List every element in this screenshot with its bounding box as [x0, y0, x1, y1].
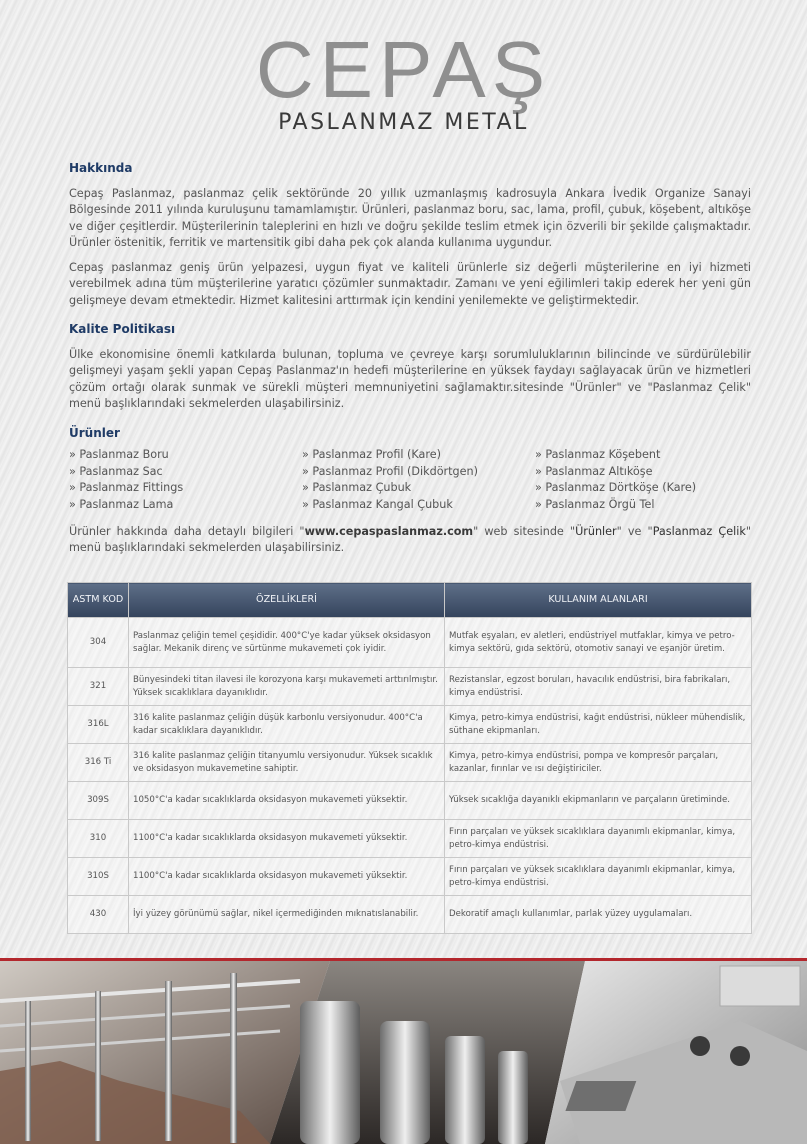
cell-usage: Fırın parçaları ve yüksek sıcaklıklara dayanımlı ekipmanlar, kimya, petro-kimya endüstrisi.: [445, 858, 752, 896]
quality-heading: Kalite Politikası: [69, 322, 176, 336]
cell-code: 309S: [68, 782, 129, 820]
header-properties: ÖZELLİKLERİ: [129, 583, 445, 618]
cell-code: 321: [68, 668, 129, 706]
table-row: [68, 618, 752, 668]
products-heading: Ürünler: [69, 425, 120, 440]
table-row: [68, 820, 752, 858]
cell-props: 1050°C'a kadar sıcaklıklarda oksidasyon mukavemeti yüksektir.: [129, 782, 445, 820]
list-item: » Paslanmaz Dörtköşe (Kare): [535, 481, 697, 495]
table-row: [68, 782, 752, 820]
brand-logo: [0, 25, 807, 135]
list-item: » Paslanmaz Köşebent: [535, 448, 661, 461]
website-link[interactable]: www.cepaspaslanmaz.com: [304, 524, 474, 538]
products-list: [69, 447, 751, 514]
header-astm-code: ASTM KOD: [68, 583, 129, 618]
cell-props: İyi yüzey görünümü sağlar, nikel içermediğinden mıknatıslanabilir.: [129, 896, 445, 934]
list-item: » Paslanmaz Profil (Kare): [302, 448, 441, 461]
list-item: » Paslanmaz Fittings: [69, 481, 184, 495]
header-usage: KULLANIM ALANLARI: [445, 583, 752, 618]
table-row: [68, 668, 752, 706]
cell-usage: Dekoratif amaçlı kullanımlar, parlak yüzey uygulamaları.: [445, 896, 752, 934]
list-item: » Paslanmaz Örgü Tel: [535, 498, 655, 512]
cell-props: 1100°C'a kadar sıcaklıklarda oksidasyon mukavemeti yüksektir.: [129, 820, 445, 858]
table-row: [68, 858, 752, 896]
cell-code: 316L: [68, 706, 129, 744]
logo-wordmark: CEPAŞ: [255, 25, 552, 114]
cell-code: 316 Ti: [68, 744, 129, 782]
main-content: [69, 160, 751, 565]
cell-props: 316 kalite paslanmaz çeliğin düşük karbonlu versiyonudur. 400°C'a kadar sıcaklıklara dayanıklıdır.: [129, 706, 445, 744]
cell-usage: Kimya, petro-kimya endüstrisi, pompa ve kompresör parçaları, kazanlar, fırınlar ve ısı değiştiriciler.: [445, 744, 752, 782]
table-row: [68, 896, 752, 934]
list-item: » Paslanmaz Profil (Dikdörtgen): [302, 464, 478, 478]
about-paragraph-2: Cepaş paslanmaz geniş ürün yelpazesi, uygun fiyat ve kaliteli ürünlerle siz değerli müşterilerine en iyi hizmeti verebilmek adına tüm müşterilerine yaratıcı çözümler sunmaktadır. Zamanı ve yeni eğilimleri takip ederek her yeni gün gelişmeye devam etmektedir. Hizmet kalitesini arttırmak için kendini yenilemekte ve geliştirmektedir.: [69, 260, 751, 307]
list-item: » Paslanmaz Boru: [69, 448, 169, 461]
cell-props: 1100°C'a kadar sıcaklıklarda oksidasyon mukavemeti yüksektir.: [129, 858, 445, 896]
about-heading: Hakkında: [69, 161, 133, 175]
cell-usage: Kimya, petro-kimya endüstrisi, kağıt endüstrisi, nükleer mühendislik, süthane ekipmanları.: [445, 706, 752, 744]
list-item: » Paslanmaz Lama: [69, 498, 174, 512]
quality-paragraph: Ülke ekonomisine önemli katkılarda bulunan, topluma ve çevreye karşı sorumluluklarının bilincinde ve sürdürülebilir gelişmeyi yaşam şekli yapan Cepaş Paslanmaz'ın hedefi müşterilerine en yüksek faydayı sağlayacak ürün ve hizmetleri çözüm ortağı olarak sunmak ve sürekli müşteri memnuniyetini sağlamaktır.sitesinde "Ürünler" ve "Paslanmaz Çelik" menü başlıklarındaki sekmelerden ulaşabilirsiniz.: [69, 347, 751, 410]
cell-props: Bünyesindeki titan ilavesi ile korozyona karşı mukavemeti arttırılmıştır. Yüksek sıcaklıklara dayanıklıdır.: [129, 668, 445, 706]
list-item: » Paslanmaz Sac: [69, 464, 163, 478]
list-item: » Paslanmaz Altıköşe: [535, 464, 653, 478]
cell-usage: Rezistanslar, egzost boruları, havacılık endüstrisi, bira fabrikaları, kimya endüstrisi.: [445, 668, 752, 706]
product-photo-strip: [0, 958, 807, 1144]
logo-subtitle: PASLANMAZ METAL: [278, 110, 529, 135]
about-paragraph-1: Cepaş Paslanmaz, paslanmaz çelik sektöründe 20 yıllık uzmanlaşmış kadrosuyla Ankara İvedik Organize Sanayi Bölgesinde 2011 yılında kuruluşunu tamamlamıştır. Ürünleri, paslanmaz boru, sac, lama, profil, çubuk, köşebent, altıköşe ve diğer çeşitlerdir. Müşterilerinin taleplerini en hızlı ve doğru şekilde teslim etmek için özverili bir şekilde çalışmaktadır. Ürünler östenitik, ferritik ve martensitik gibi daha pek çok alanda kullanıma uygundur.: [69, 186, 751, 249]
cell-code: 310: [68, 820, 129, 858]
products-note: Ürünler hakkında daha detaylı bilgileri "www.cepaspaslanmaz.com" web sitesinde "Ürünler" ve "Paslanmaz Çelik" menü başlıklarındaki sekmelerden ulaşabilirsiniz.: [69, 524, 751, 555]
cell-usage: Fırın parçaları ve yüksek sıcaklıklara dayanımlı ekipmanlar, kimya, petro-kimya endüstrisi.: [445, 820, 752, 858]
cell-usage: Mutfak eşyaları, ev aletleri, endüstriyel mutfaklar, kimya ve petro-kimya sektörü, gıda sektörü, otomotiv sanayi ve eşanjör üretim.: [445, 618, 752, 668]
cell-code: 430: [68, 896, 129, 934]
table-header-row: [68, 583, 752, 618]
list-item: » Paslanmaz Kangal Çubuk: [302, 498, 453, 512]
astm-grades-table: [67, 582, 752, 934]
list-item: » Paslanmaz Çubuk: [302, 481, 412, 495]
cell-usage: Yüksek sıcaklığa dayanıklı ekipmanların ve parçaların üretiminde.: [445, 782, 752, 820]
table-row: [68, 744, 752, 782]
photo-collage-image: [0, 961, 807, 1144]
cell-props: 316 kalite paslanmaz çeliğin titanyumlu versiyonudur. Yüksek sıcaklık ve oksidasyon mukavemetine sahiptir.: [129, 744, 445, 782]
cell-code: 310S: [68, 858, 129, 896]
cell-code: 304: [68, 618, 129, 668]
cell-props: Paslanmaz çeliğin temel çeşididir. 400°C'ye kadar yüksek oksidasyon sağlar. Mekanik direnç ve sürtünme mukavemeti çok iyidir.: [129, 618, 445, 668]
table-row: [68, 706, 752, 744]
